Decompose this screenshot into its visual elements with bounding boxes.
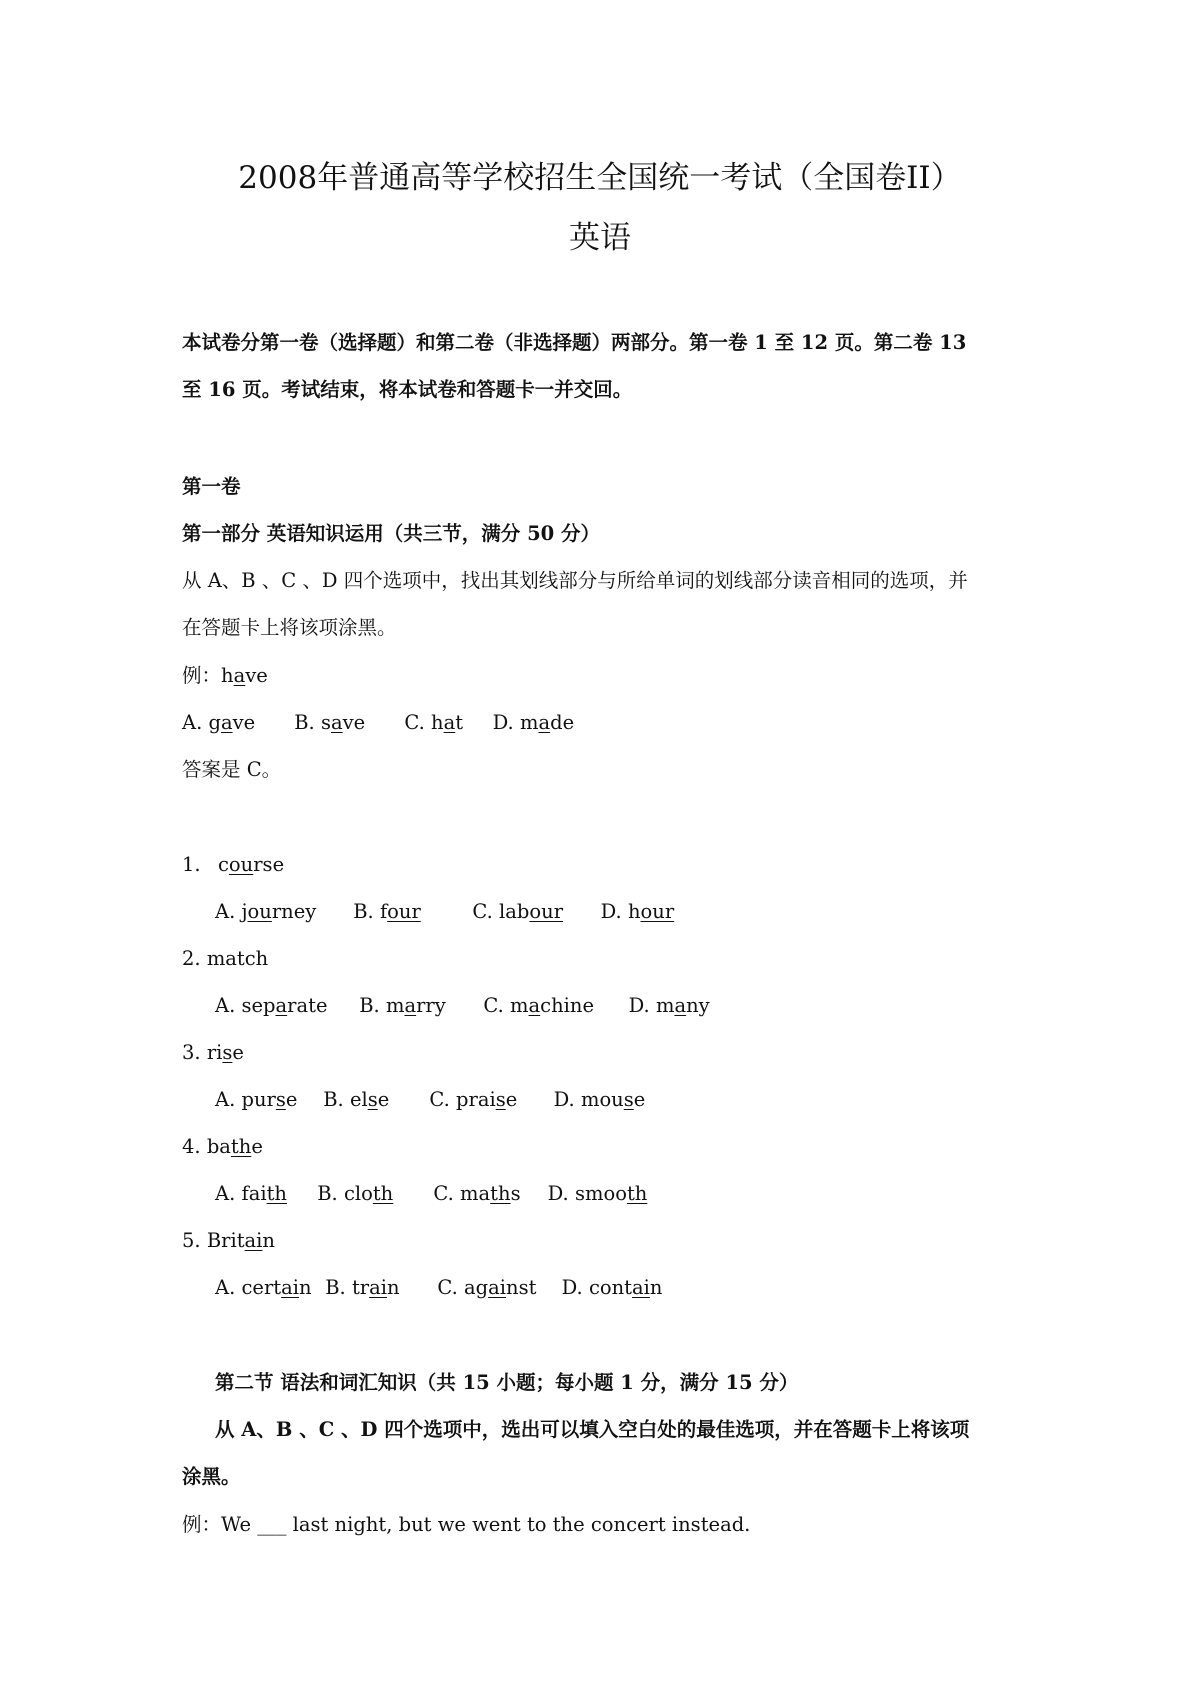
- question-number: 3.: [182, 1041, 201, 1064]
- question-number: 4.: [182, 1135, 201, 1158]
- volume-heading: 第一卷: [182, 475, 241, 498]
- intro-line-1: 本试卷分第一卷（选择题）和第二卷（非选择题）两部分。第一卷 1 至 12 页。第二卷 13: [182, 331, 967, 354]
- question-3-options: [215, 1088, 645, 1111]
- question-number: 1.: [182, 853, 201, 876]
- option-b: B. train: [325, 1276, 400, 1299]
- option-b: B. else: [323, 1088, 390, 1111]
- part1-instruction-1: 从 A、B 、C 、D 四个选项中，找出其划线部分与所给单词的划线部分读音相同的选项，并: [182, 569, 968, 592]
- option-c: C. hat: [404, 711, 464, 734]
- option-b: B. save: [294, 711, 366, 734]
- question-3: 3. rise: [182, 1041, 244, 1064]
- option-d: D. smooth: [547, 1182, 648, 1205]
- option-b: B. cloth: [317, 1182, 394, 1205]
- example-answer: 答案是 C。: [182, 758, 282, 781]
- option-a: A. gave: [182, 711, 256, 734]
- option-c: C. against: [437, 1276, 537, 1299]
- intro-line-2: 至 16 页。考试结束，将本试卷和答题卡一并交回。: [182, 378, 633, 401]
- section2-example: 例：We ___ last night, but we went to the concert instead.: [182, 1513, 751, 1536]
- question-5-options: [215, 1276, 662, 1299]
- option-a: A. separate: [215, 994, 328, 1017]
- question-5: 5. Britain: [182, 1229, 275, 1252]
- option-b: B. four: [353, 900, 421, 923]
- exam-title: 2008年普通高等学校招生全国统一考试（全国卷II）: [238, 160, 962, 196]
- question-number: 5.: [182, 1229, 201, 1252]
- question-1: 1. course: [182, 853, 285, 876]
- option-c: C. machine: [483, 994, 594, 1017]
- option-d: D. hour: [600, 900, 675, 923]
- option-d: D. made: [492, 711, 575, 734]
- option-c: C. maths: [433, 1182, 521, 1205]
- section2-instruction-1: 从 A、B 、C 、D 四个选项中，选出可以填入空白处的最佳选项，并在答题卡上将该项: [215, 1418, 970, 1441]
- part1-heading: 第一部分 英语知识运用（共三节，满分 50 分）: [182, 522, 601, 545]
- option-c: C. praise: [429, 1088, 518, 1111]
- section2-instruction-2: 涂黑。: [182, 1465, 241, 1488]
- question-4-options: [215, 1182, 647, 1205]
- example-prefix: 例：: [182, 664, 222, 687]
- question-number: 2.: [182, 947, 201, 970]
- option-b: B. marry: [359, 994, 446, 1017]
- option-d: D. contain: [561, 1276, 663, 1299]
- option-a: A. certain: [215, 1276, 312, 1299]
- option-c: C. labour: [472, 900, 564, 923]
- option-d: D. mouse: [553, 1088, 646, 1111]
- example-word-line: 例：have: [182, 664, 268, 687]
- option-a: A. purse: [215, 1088, 298, 1111]
- question-2-options: [215, 994, 710, 1017]
- part1-instruction-2: 在答题卡上将该项涂黑。: [182, 616, 397, 639]
- question-2: 2. match: [182, 947, 269, 970]
- option-a: A. faith: [215, 1182, 287, 1205]
- section2-heading: 第二节 语法和词汇知识（共 15 小题；每小题 1 分，满分 15 分）: [215, 1371, 799, 1394]
- example-options: [182, 711, 574, 734]
- question-1-options: [215, 900, 674, 923]
- option-a: A. journey: [215, 900, 317, 923]
- option-d: D. many: [628, 994, 710, 1017]
- underlined-part: a: [233, 664, 246, 687]
- exam-subject: 英语: [569, 220, 631, 256]
- question-4: 4. bathe: [182, 1135, 263, 1158]
